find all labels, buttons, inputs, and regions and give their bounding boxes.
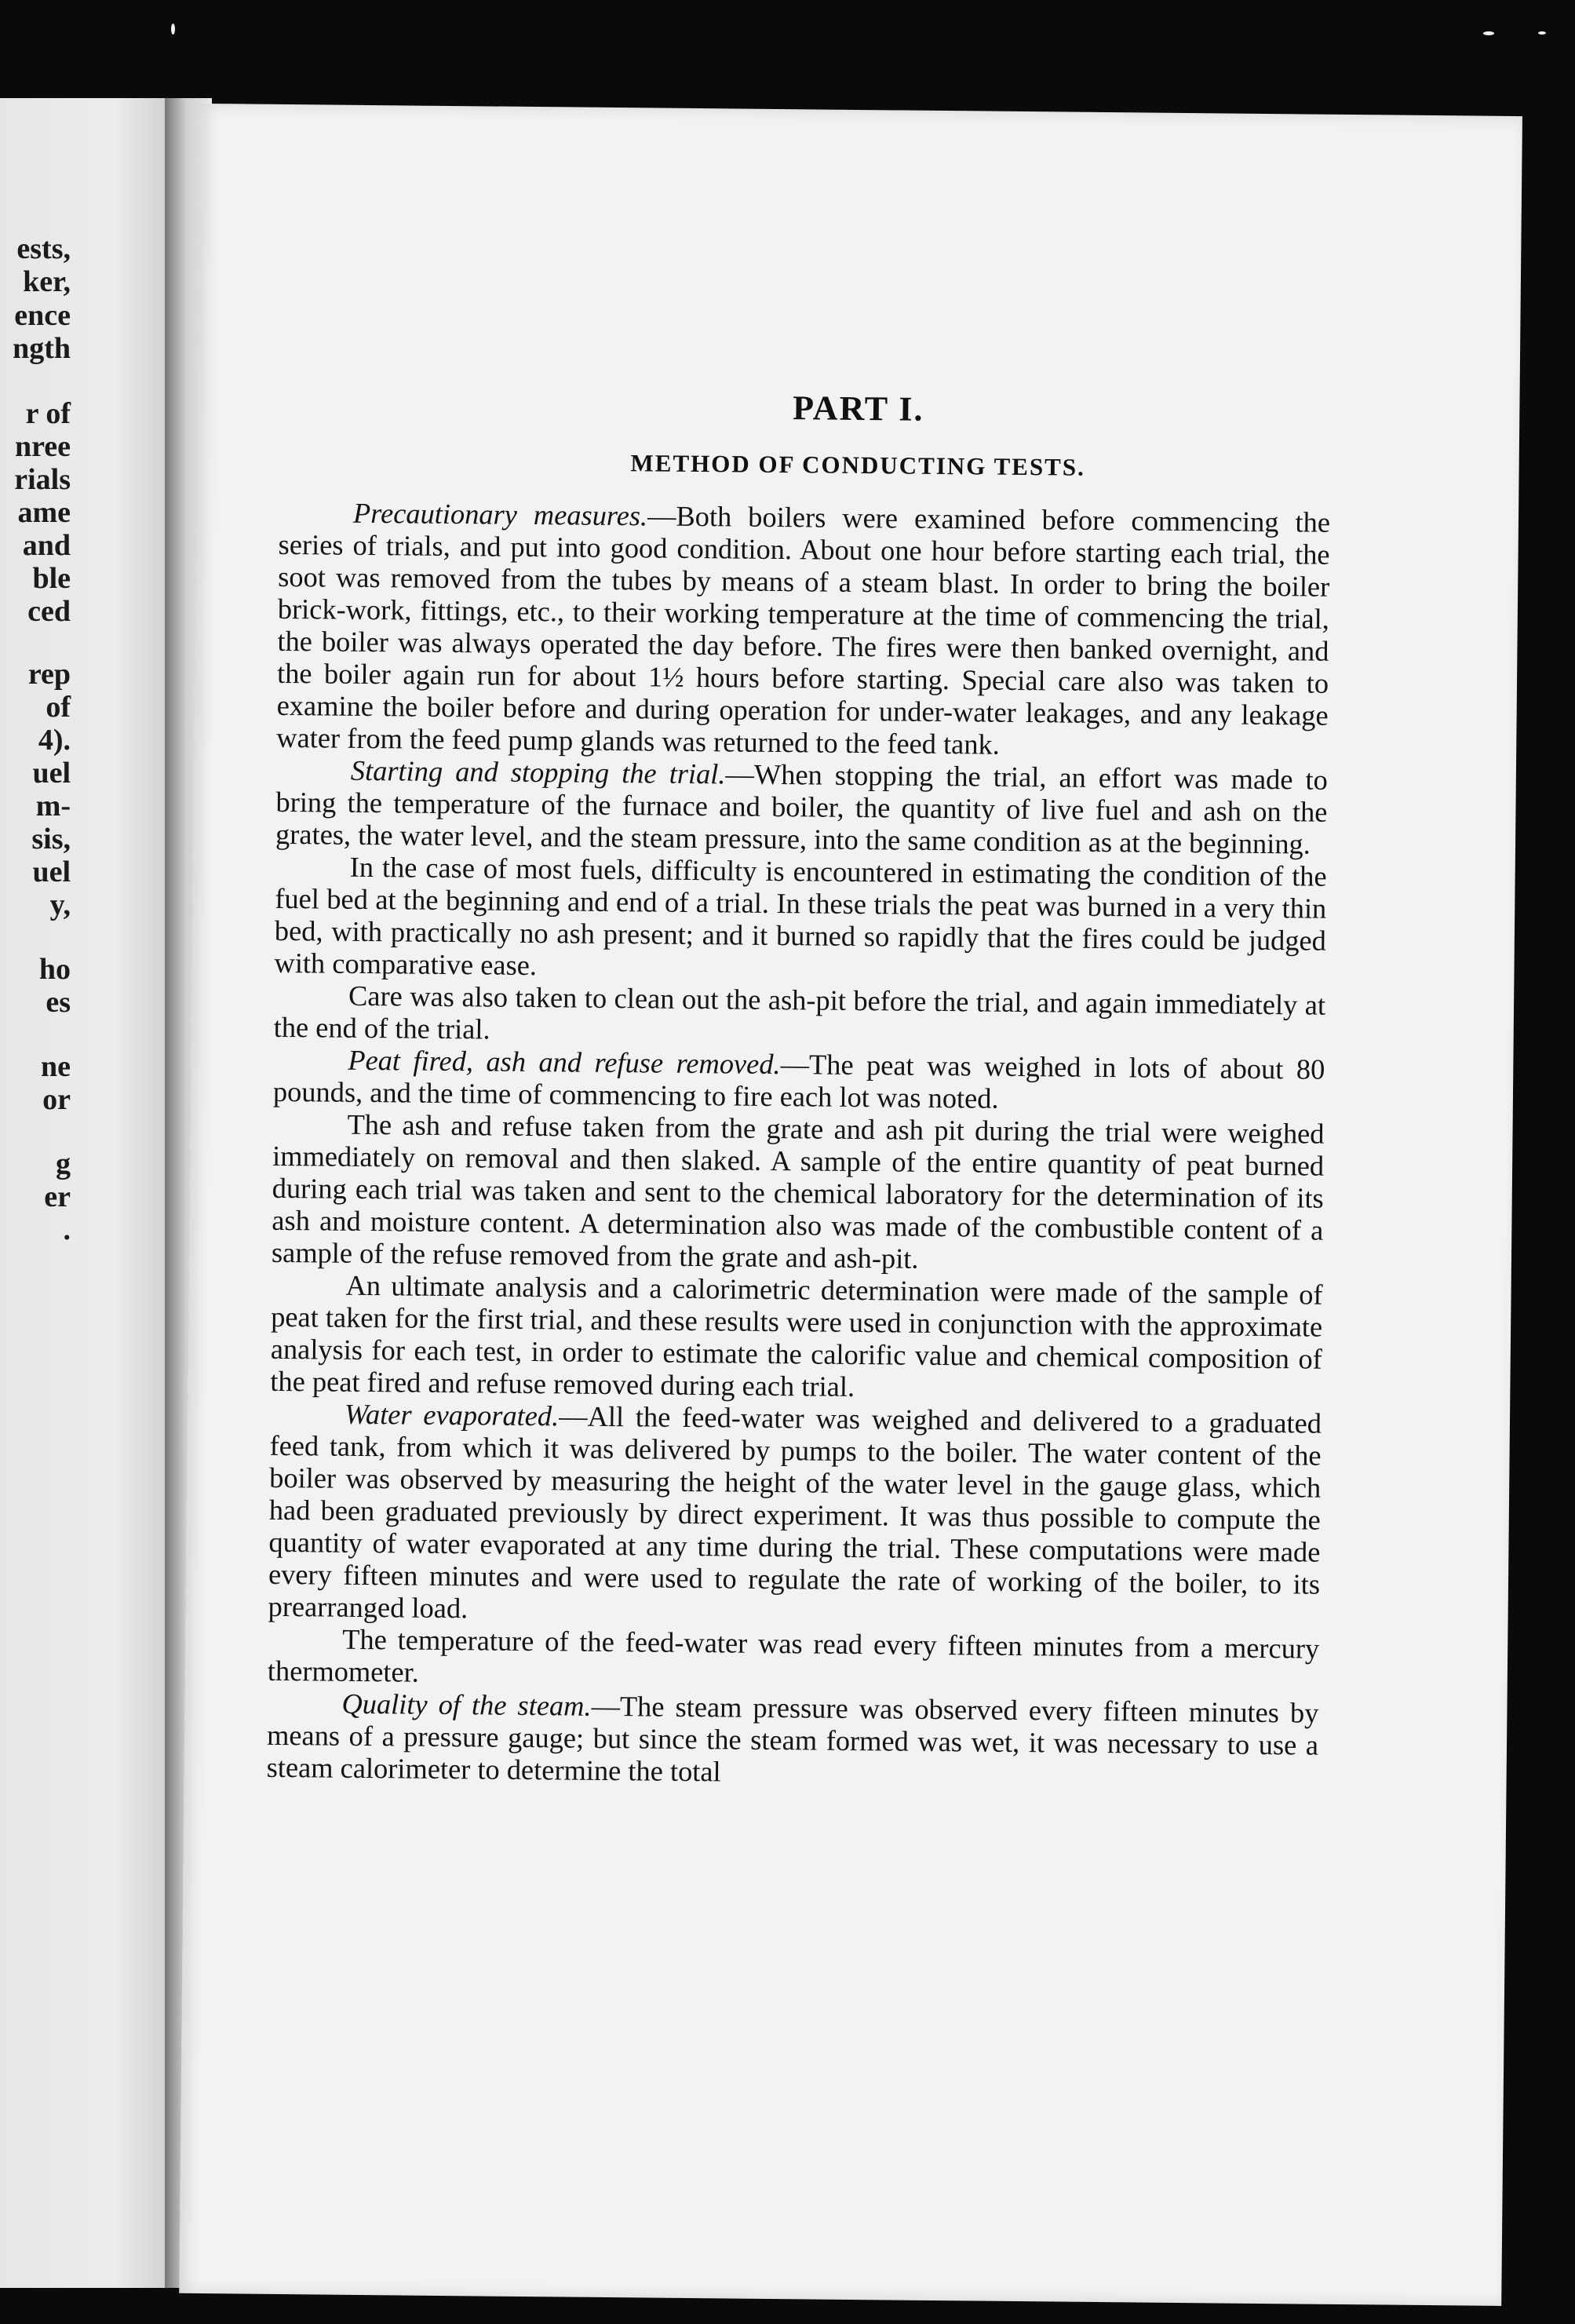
- paragraph: [275, 754, 1328, 861]
- paragraph: [270, 1269, 1323, 1408]
- left-page-fragment: ced: [27, 595, 71, 628]
- left-page-fragment: y,: [49, 888, 71, 921]
- paragraph: [274, 980, 1326, 1054]
- left-page-fragment: ngth: [13, 332, 71, 365]
- paragraph-text: —The peat was weighed in lots of about 80 pounds, and the time of commencing to fire each lot was noted.: [272, 1049, 1325, 1115]
- left-page-fragment: sis,: [31, 823, 71, 856]
- body-text: [266, 497, 1330, 1794]
- left-page-fragment: er: [44, 1180, 71, 1213]
- paragraph-lead: Quality of the steam.: [341, 1687, 592, 1722]
- left-page-fragment: g: [56, 1147, 71, 1180]
- paragraph-text: The temperature of the feed-water was read every fifteen minutes from a mercury thermometer.: [267, 1623, 1320, 1688]
- scan-speck: [1538, 31, 1546, 35]
- paragraph: [266, 1687, 1318, 1794]
- left-page-fragment: ence: [14, 299, 71, 332]
- left-page-fragment: es: [46, 986, 71, 1019]
- left-page-fragment: uel: [32, 757, 71, 790]
- paragraph-text: —When stopping the trial, an effort was made to bring the temperature of the furnace and boiler, the quantity of live fuel and ash on the grates, the water level, and the steam pressure, into the same condition as at the beginning.: [275, 758, 1329, 860]
- section-heading: METHOD OF CONDUCTING TESTS.: [630, 449, 1085, 481]
- paragraph-lead: Starting and stopping the trial.: [350, 754, 726, 790]
- part-heading: PART I.: [792, 389, 924, 429]
- left-page-fragment: r of: [25, 397, 71, 430]
- left-page-fragment: of: [46, 691, 71, 724]
- paragraph: [272, 1108, 1325, 1279]
- paragraph-text: —The steam pressure was observed every fifteen minutes by means of a pressure gauge; but since the steam formed was wet, it was necessary to use a steam calorimeter to determine the total: [266, 1690, 1319, 1788]
- left-page-fragment: m-: [35, 790, 71, 823]
- left-page-fragment: nree: [14, 430, 71, 463]
- paragraph-text: The ash and refuse taken from the grate and ash pit during the trial were weighed immediately on removal and then slaked. A sample of the entire quantity of peat burned during each trial was taken and sent to the chemical laboratory for the determination of its ash and moisture content. A determination also was made of the combustible content of a sample of the refuse removed from the grate and ash-pit.: [271, 1108, 1325, 1275]
- paragraph-text: An ultimate analysis and a calorimetric determination were made of the sample of peat taken for the first trial, and these results were used in conjunction with the approximate analysis for each test, in order to estimate the calorific value and chemical composition of the peat fired and refuse removed during each trial.: [270, 1269, 1323, 1403]
- paragraph: [276, 497, 1330, 764]
- paragraph: [274, 851, 1327, 990]
- left-page-fragment: ests,: [16, 232, 71, 265]
- paragraph-lead: Peat fired, ash and refuse removed.: [348, 1044, 781, 1081]
- left-page-fragment: rials: [14, 463, 71, 496]
- paragraph: [268, 1623, 1320, 1698]
- paragraph-text: Care was also taken to clean out the ash-pit before the trial, and again immediately at the end of the trial.: [273, 980, 1326, 1045]
- left-page-text-fragments: [0, 98, 71, 2288]
- paragraph: [273, 1044, 1325, 1118]
- left-page-fragment: uel: [32, 856, 71, 888]
- scan-speck: [171, 24, 175, 35]
- paragraph-text: In the case of most fuels, difficulty is encountered in estimating the condition of the fuel bed at the beginning and end of a trial. In these trials the peat was burned in a very thin bed, with practically no ash present; and it burned so rapidly that the fires could be judged with comparative ease.: [274, 851, 1327, 982]
- left-page-fragment: ble: [32, 562, 71, 595]
- left-page-fragment: 4).: [38, 724, 71, 757]
- left-page-fragment: ame: [17, 496, 71, 529]
- left-page-fragment: ho: [38, 953, 71, 986]
- left-page-edge: [0, 98, 165, 2288]
- paragraph-text: —All the feed-water was weighed and delivered to a graduated feed tank, from which it was delivered by pumps to the boiler. The water content of the boiler was observed by measuring the height of the water level in the gauge glass, which had been graduated previously by direct experiment. It was thus possible to compute the quantity of water evaporated at any time during the trial. These computations were made every fifteen minutes and were used to regulate the rate of working of the boiler, to its prearranged load.: [268, 1400, 1322, 1625]
- left-page-fragment: .: [63, 1213, 71, 1246]
- left-page-fragment: ne: [41, 1050, 71, 1083]
- left-page-fragment: ker,: [23, 265, 71, 298]
- paragraph: [268, 1398, 1322, 1633]
- scan-speck: [1483, 31, 1494, 35]
- paragraph-text: —Both boilers were examined before commencing the series of trials, and put into good condition. About one hour before starting each trial, the soot was removed from the tubes by means of a steam blast. In order to bring the boiler brick-work, fittings, etc., to their working temperature at the time of commencing the trial, the boiler was always operated the day before. The fires were then banked overnight, and the boiler again run for about 1½ hours before starting. Special care also was taken to examine the boiler before and during operation for under-water leakages, and any leakage water from the feed pump glands was returned to the feed tank.: [276, 500, 1331, 761]
- left-page-fragment: rep: [27, 658, 71, 691]
- paragraph-lead: Precautionary measures.: [352, 497, 648, 532]
- left-page-fragment: or: [42, 1083, 71, 1116]
- paragraph-lead: Water evaporated.: [344, 1398, 560, 1432]
- left-page-fragment: and: [22, 529, 71, 562]
- book-page: [179, 104, 1522, 2306]
